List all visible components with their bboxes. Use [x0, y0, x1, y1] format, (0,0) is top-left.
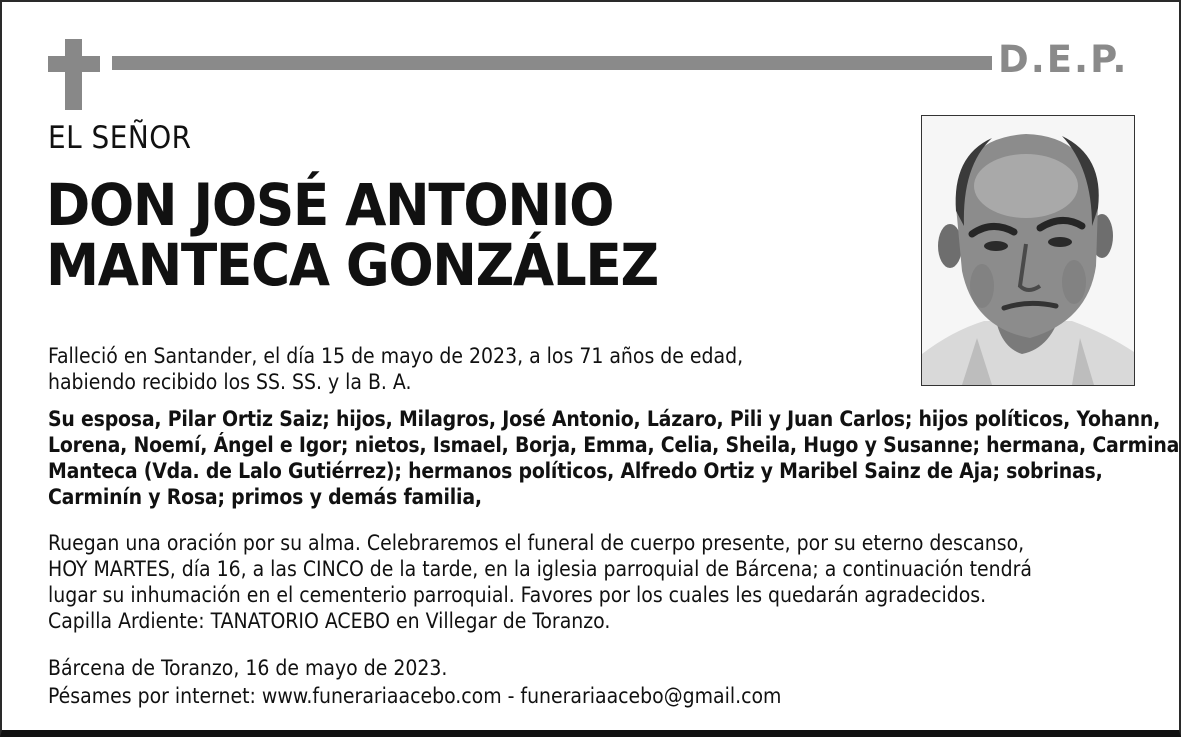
- service-line: HOY MARTES, día 16, a las CINCO de la tarde, en la iglesia parroquial de Bárcena; a continuación tendrá: [48, 557, 1032, 581]
- header-rule: [112, 56, 992, 70]
- death-line: habiendo recibido los SS. SS. y la B. A.: [48, 370, 412, 394]
- deceased-name: [46, 171, 658, 299]
- family-line: Su esposa, Pilar Ortiz Saiz; hijos, Milagros, José Antonio, Lázaro, Pili y Juan Carlos; hijos políticos, Yohann,: [48, 407, 1161, 431]
- deceased-name-line2: MANTECA GONZÁLEZ: [46, 231, 658, 299]
- condolences-contact: Pésames por internet: www.funerariaacebo.com - funerariaacebo@gmail.com: [48, 684, 782, 708]
- portrait-photo: [921, 115, 1135, 386]
- service-details: [48, 530, 1032, 634]
- honorific: EL SEÑOR: [48, 120, 192, 156]
- service-line: Ruegan una oración por su alma. Celebraremos el funeral de cuerpo presente, por su eterno descanso,: [48, 531, 1025, 555]
- family-line: Lorena, Noemí, Ángel e Igor; nietos, Ismael, Borja, Emma, Celia, Sheila, Hugo y Susanne; hermana, Carmina: [48, 433, 1180, 457]
- cross-icon: [48, 39, 100, 110]
- service-line: lugar su inhumación en el cementerio parroquial. Favores por los cuales les quedarán agradecidos.: [48, 583, 987, 607]
- closing-info: [48, 655, 781, 711]
- deceased-name-line1: DON JOSÉ ANTONIO: [46, 171, 614, 239]
- service-line: Capilla Ardiente: TANATORIO ACEBO en Villegar de Toranzo.: [48, 609, 611, 633]
- death-announcement: [48, 343, 743, 395]
- family-line: Manteca (Vda. de Lalo Gutiérrez); hermanos políticos, Alfredo Ortiz y Maribel Sainz de Aja; sobrinas,: [48, 459, 1103, 483]
- dep-label: D.E.P.: [998, 38, 1129, 81]
- family-list: [48, 406, 1179, 510]
- death-line: Falleció en Santander, el día 15 de mayo de 2023, a los 71 años de edad,: [48, 344, 744, 368]
- place-date: Bárcena de Toranzo, 16 de mayo de 2023.: [48, 656, 448, 680]
- family-line: Carminín y Rosa; primos y demás familia,: [48, 485, 482, 509]
